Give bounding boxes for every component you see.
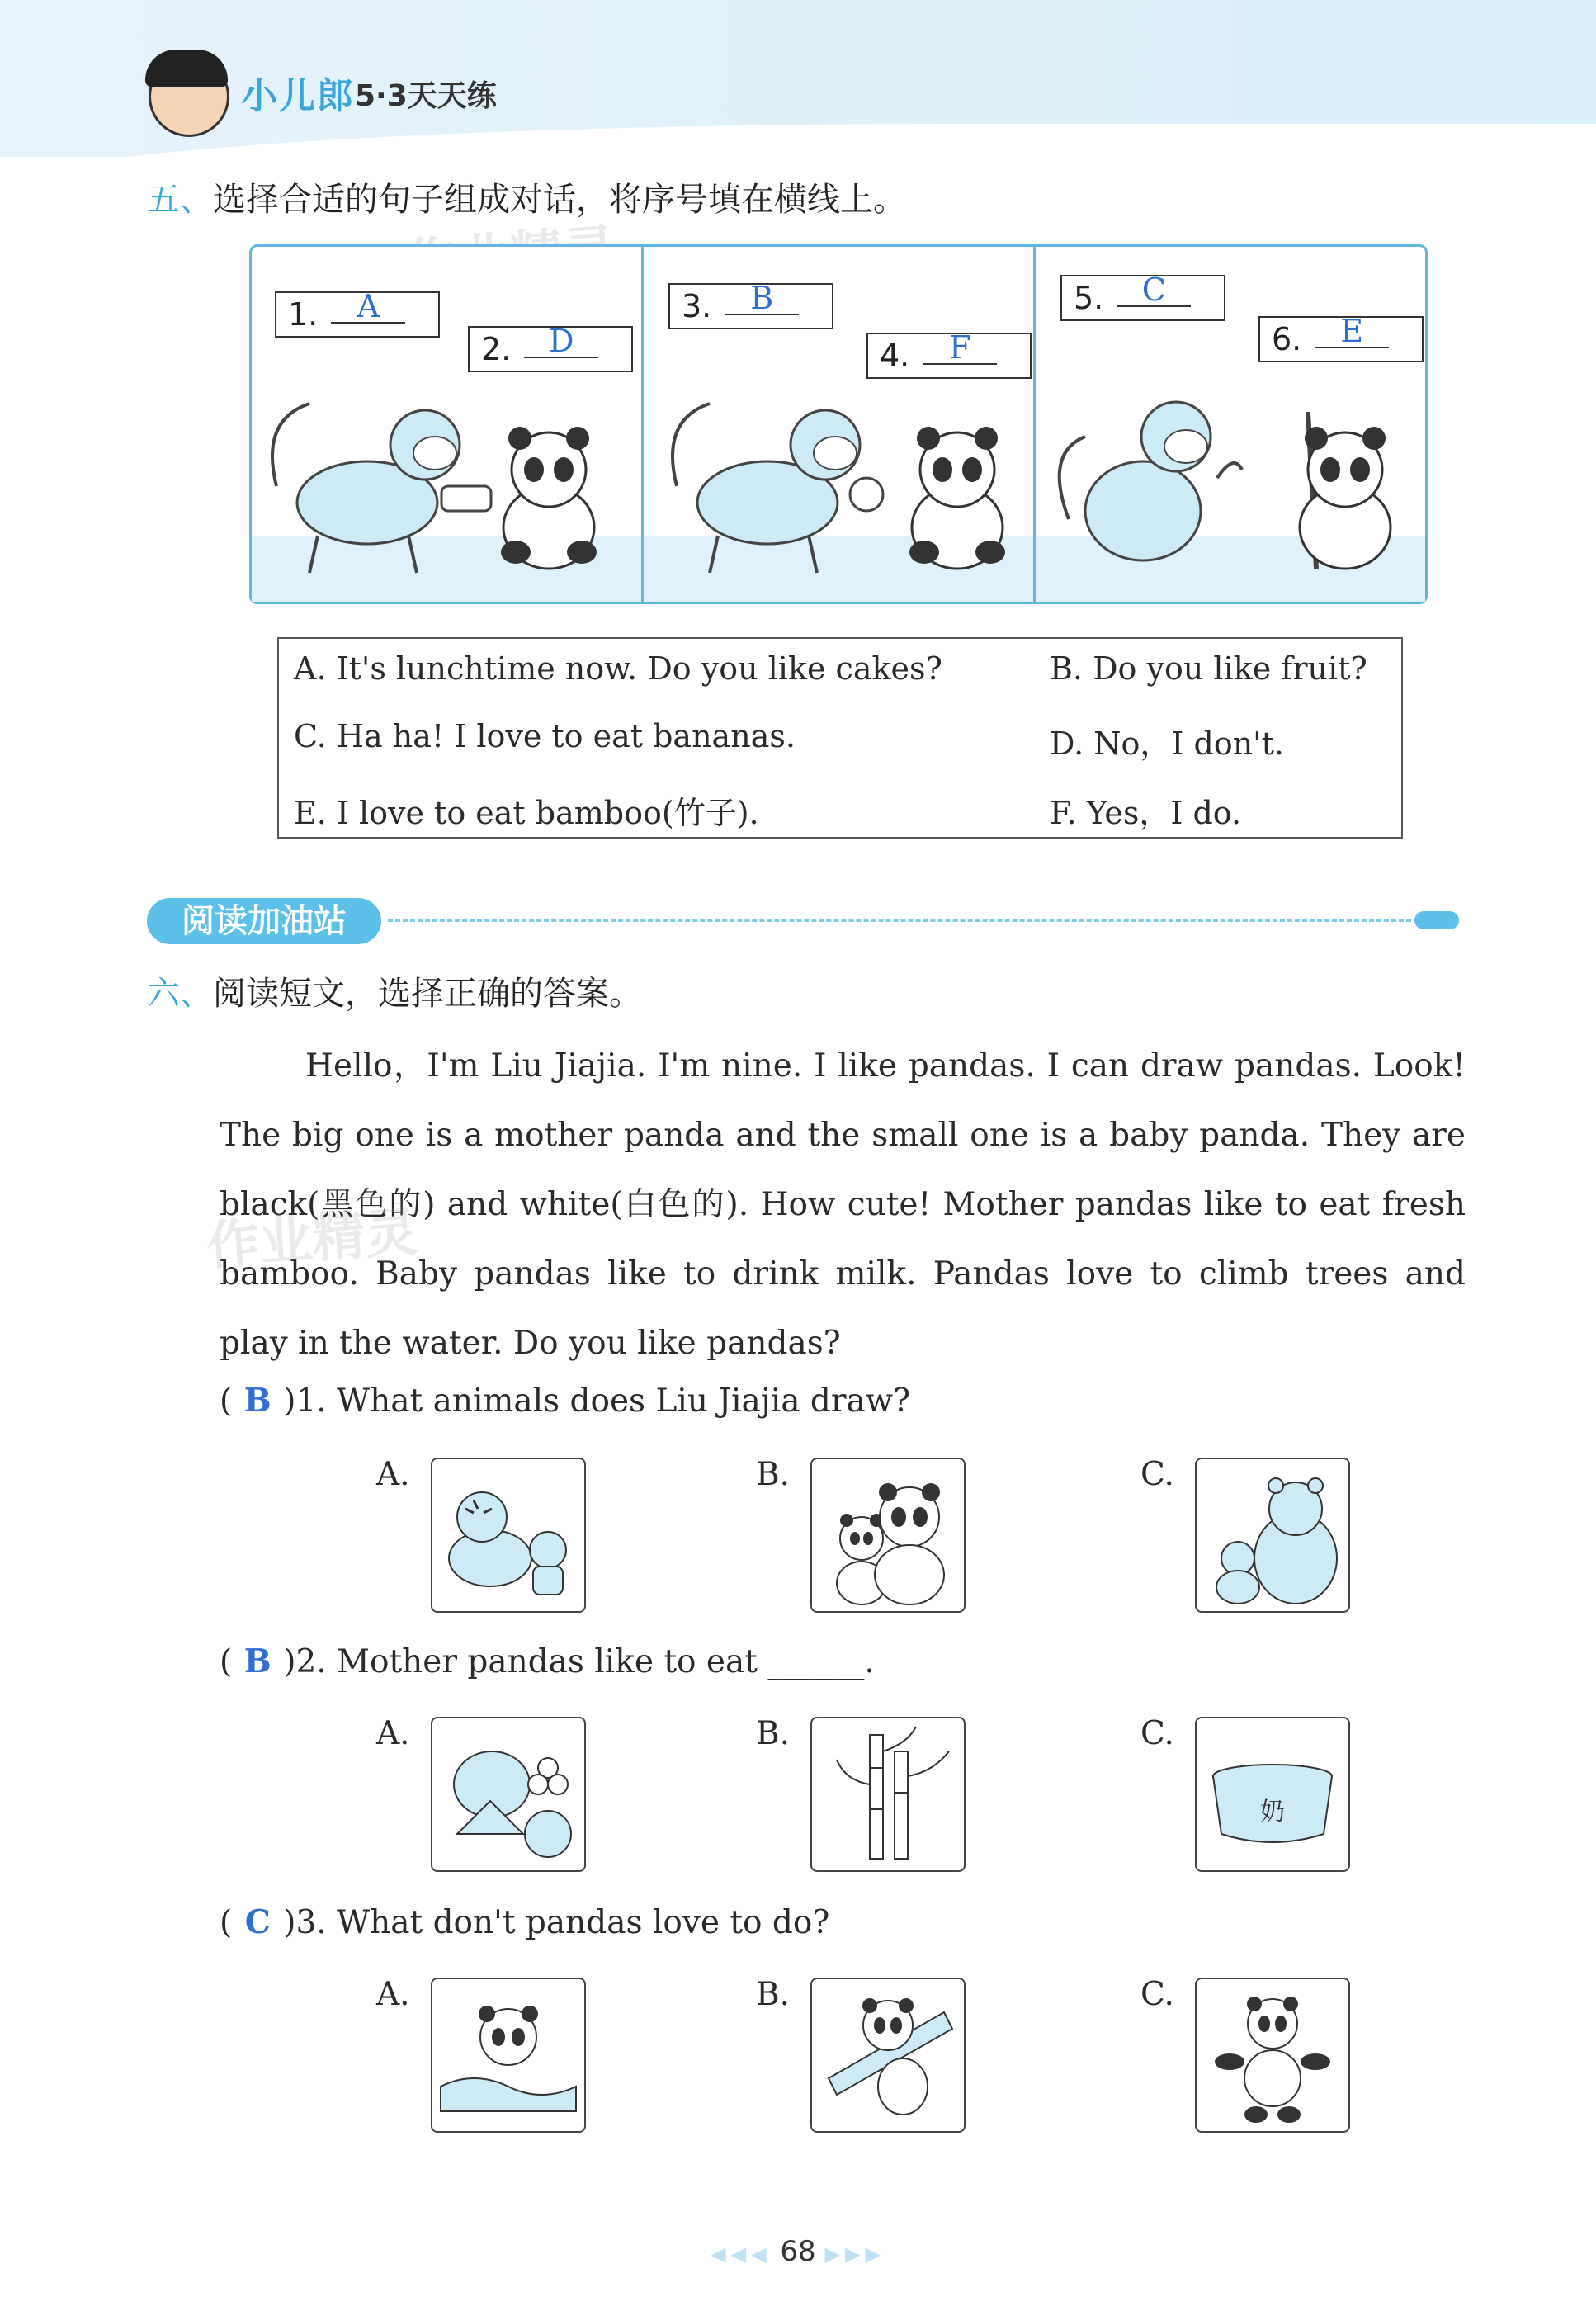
bubble-number: 3. (682, 288, 712, 324)
bear-icon (1197, 1459, 1348, 1611)
tigers-picture[interactable] (431, 1458, 586, 1613)
page-number: 68 (780, 2235, 816, 2268)
question-text: 1. What animals does Liu Jiajia draw? (295, 1382, 911, 1420)
speech-bubble-6 (1258, 313, 1424, 362)
bubble-answer[interactable]: B (725, 282, 799, 315)
page-footer (0, 2235, 1596, 2268)
series-title: 5·3天天练 (355, 79, 497, 113)
reading-banner: 阅读加油站 (147, 898, 381, 944)
fruit-picture[interactable] (431, 1717, 586, 1872)
choice-label-c: C. (1140, 1715, 1174, 1752)
panda-icon (812, 1459, 964, 1611)
section6-number: 六、 (147, 975, 213, 1013)
bubble-number: 2. (481, 331, 512, 367)
question-answer[interactable]: B (243, 1382, 272, 1420)
option-e: E. I love to eat bamboo(竹子). (294, 795, 759, 831)
comic-panel-1 (252, 247, 644, 602)
question-3 (220, 1903, 829, 1941)
milk-label: 奶 (1260, 1798, 1285, 1827)
question-paren-open: ( (220, 1643, 233, 1680)
speech-bubble-1 (275, 288, 440, 338)
question-answer[interactable]: C (244, 1903, 271, 1941)
question-1 (220, 1382, 910, 1420)
question-paren-close: ) (283, 1643, 296, 1680)
question-answer[interactable]: B (243, 1642, 272, 1680)
mascot-hair-icon (145, 50, 228, 87)
left-arrows-icon: ◀◀◀ (711, 2242, 772, 2266)
section5-instruction: 选择合适的句子组成对话，将序号填在横线上。 (213, 181, 906, 219)
option-f: F. Yes，I do. (1050, 795, 1242, 831)
tiger-icon (432, 1459, 584, 1611)
speech-bubble-3 (668, 280, 833, 329)
banner-divider (388, 919, 1411, 922)
speech-bubble-2 (468, 323, 633, 372)
choice-label-a: A. (376, 1976, 410, 2013)
comic-panel-3 (1036, 247, 1425, 602)
pandas-picture[interactable] (810, 1458, 966, 1613)
choice-label-b: B. (756, 1456, 791, 1493)
panda-icon (1275, 404, 1407, 577)
speech-bubble-5 (1060, 272, 1225, 321)
options-box (277, 637, 1403, 839)
choice-label-b: B. (756, 1976, 791, 2013)
speech-bubble-4 (866, 329, 1032, 379)
bubble-answer[interactable]: E (1315, 315, 1389, 348)
option-c: C. Ha ha! I love to eat bananas. (294, 718, 796, 754)
bamboo-picture[interactable] (810, 1717, 966, 1872)
monkey-icon (260, 371, 508, 577)
option-d: D. No，I don't. (1050, 725, 1284, 762)
comic-strip (249, 244, 1428, 604)
panda-swimming-icon (432, 1979, 584, 2131)
question-text: 2. Mother pandas like to eat ______. (295, 1643, 875, 1680)
right-arrows-icon: ▶▶▶ (824, 2242, 885, 2266)
monkey-icon (1044, 371, 1258, 577)
option-b: B. Do you like fruit? (1050, 650, 1367, 687)
panda-climbing-icon (812, 1979, 964, 2131)
bubble-answer[interactable]: C (1117, 274, 1191, 307)
bubble-answer[interactable]: D (524, 325, 598, 358)
question-2 (220, 1642, 875, 1680)
comic-panel-2 (644, 247, 1036, 602)
question-paren-open: ( (220, 1904, 233, 1941)
logo-text: 小儿郎 (241, 75, 355, 117)
question-paren-close: ) (283, 1382, 296, 1420)
choice-label-c: C. (1140, 1456, 1174, 1493)
section5-number: 五、 (147, 181, 213, 219)
choice-label-a: A. (376, 1715, 410, 1752)
reading-passage: Hello，I'm Liu Jiajia. I'm nine. I like pandas. I can draw pandas. Look! The big one is a mother panda and the small one is a baby panda. They are black(黑色的) and white(白色的). How cute! Mother pandas like to eat fresh bamboo. Baby pandas like to drink milk. Pandas love to climb trees and play in the water. Do you like pandas? (220, 1047, 1466, 1362)
choice-label-a: A. (376, 1456, 410, 1493)
panda-dancing-picture[interactable] (1195, 1978, 1350, 2133)
section6-instruction: 阅读短文，选择正确的答案。 (213, 975, 642, 1013)
bubble-number: 4. (880, 338, 910, 374)
question-paren-close: ) (283, 1904, 296, 1941)
panda-tree-picture[interactable] (810, 1978, 966, 2133)
bubble-number: 1. (288, 296, 319, 333)
fruit-icon (432, 1718, 584, 1870)
bubble-number: 6. (1272, 321, 1302, 357)
milk-picture[interactable] (1195, 1717, 1350, 1872)
panda-water-picture[interactable] (431, 1978, 586, 2133)
bubble-answer[interactable]: A (331, 291, 405, 324)
bubble-number: 5. (1074, 280, 1104, 316)
question-text: 3. What don't pandas love to do? (295, 1904, 830, 1941)
banner-divider-end (1414, 911, 1459, 929)
bamboo-icon (812, 1718, 964, 1870)
question-paren-open: ( (220, 1382, 233, 1420)
choice-label-b: B. (756, 1715, 791, 1752)
watermark-middle: 作业精灵 (205, 1202, 420, 1278)
panda-dancing-icon (1197, 1979, 1348, 2131)
bears-picture[interactable] (1195, 1458, 1350, 1613)
monkey-icon (660, 371, 908, 577)
panda-icon (483, 412, 615, 577)
panda-icon (891, 412, 1023, 577)
option-a: A. It's lunchtime now. Do you like cakes? (294, 650, 942, 687)
bubble-answer[interactable]: F (923, 332, 997, 365)
choice-label-c: C. (1140, 1976, 1174, 2013)
section6-title (147, 967, 642, 1014)
